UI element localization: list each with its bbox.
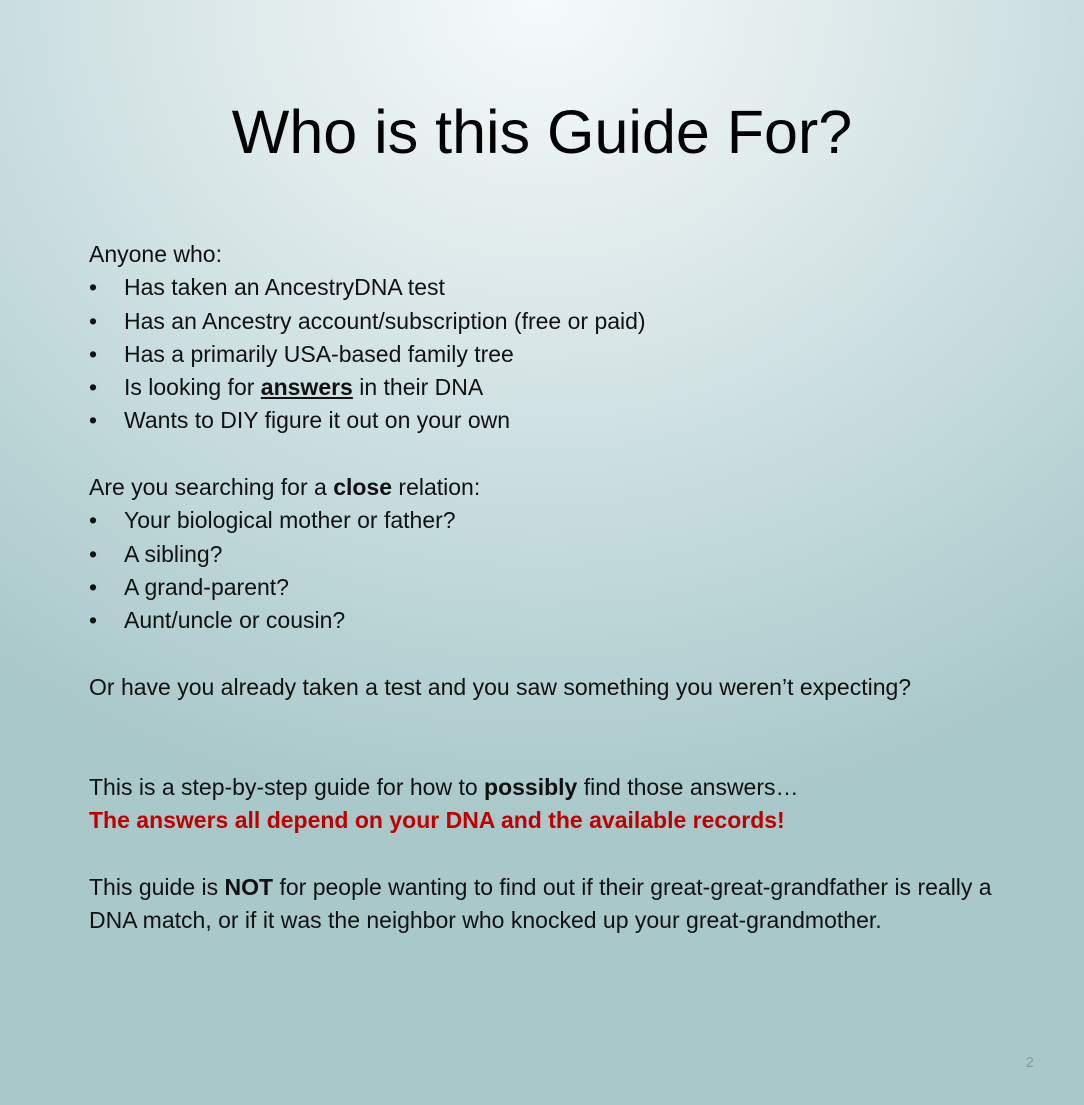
bullet-icon: • xyxy=(89,307,98,334)
bullet-icon: • xyxy=(89,573,98,600)
bullet-text: A sibling? xyxy=(124,540,223,567)
bullet-text-before: Is looking for xyxy=(124,374,261,401)
spacer xyxy=(89,638,1029,671)
search-bullet-3 xyxy=(89,571,1029,604)
answers-emphasis: answers xyxy=(260,374,353,401)
guide-statement xyxy=(89,771,1029,804)
disclaimer-before: This guide is xyxy=(89,873,225,900)
guide-after: find those answers… xyxy=(577,773,799,800)
intro-bullet-2 xyxy=(89,305,1029,338)
not-emphasis: NOT xyxy=(224,873,274,900)
intro-bullet-4 xyxy=(89,371,1029,404)
question-text: Or have you already taken a test and you saw something you weren’t expecting? xyxy=(89,673,912,700)
bullet-icon: • xyxy=(89,340,98,367)
search-heading-after: relation: xyxy=(392,474,481,501)
intro-bullet-1 xyxy=(89,271,1029,304)
bullet-text: A grand-parent? xyxy=(124,573,289,600)
page-number: 2 xyxy=(1025,1054,1034,1071)
guide-before: This is a step-by-step guide for how to xyxy=(89,773,485,800)
bullet-icon: • xyxy=(89,507,98,534)
spacer xyxy=(89,438,1029,471)
bullet-text: Your biological mother or father? xyxy=(124,507,456,534)
close-emphasis: close xyxy=(333,474,393,501)
guide-warning: The answers all depend on your DNA and the available records! xyxy=(89,807,785,834)
bullet-icon: • xyxy=(89,374,98,401)
spacer xyxy=(89,704,1029,771)
slide-body xyxy=(89,238,1029,937)
spacer xyxy=(89,837,1029,870)
bullet-text: Has a primarily USA-based family tree xyxy=(124,340,514,367)
intro-bullet-3 xyxy=(89,338,1029,371)
possibly-emphasis: possibly xyxy=(484,773,578,800)
bullet-icon: • xyxy=(89,607,98,634)
intro-bullet-5 xyxy=(89,404,1029,437)
bullet-text-after: in their DNA xyxy=(352,374,484,401)
search-heading xyxy=(89,471,1029,504)
bullet-text: Wants to DIY figure it out on your own xyxy=(124,407,511,434)
disclaimer-text xyxy=(89,871,1029,938)
search-bullet-1 xyxy=(89,504,1029,537)
slide-title: Who is this Guide For? xyxy=(231,98,853,166)
bullet-text: Aunt/uncle or cousin? xyxy=(124,607,346,634)
search-bullet-2 xyxy=(89,538,1029,571)
intro-heading: Anyone who: xyxy=(89,241,222,267)
search-bullet-4 xyxy=(89,604,1029,637)
bullet-icon: • xyxy=(89,407,98,434)
bullet-text: Has an Ancestry account/subscription (free or paid) xyxy=(124,307,646,334)
bullet-icon: • xyxy=(89,540,98,567)
disclaimer-after: for people wanting to find out if their great-great-grandfather is really a DNA match, or if it was the neighbor who knocked up your great-grandmother. xyxy=(89,873,992,933)
bullet-text: Has taken an AncestryDNA test xyxy=(124,274,445,301)
bullet-icon: • xyxy=(89,274,98,301)
search-heading-before: Are you searching for a xyxy=(89,474,334,501)
